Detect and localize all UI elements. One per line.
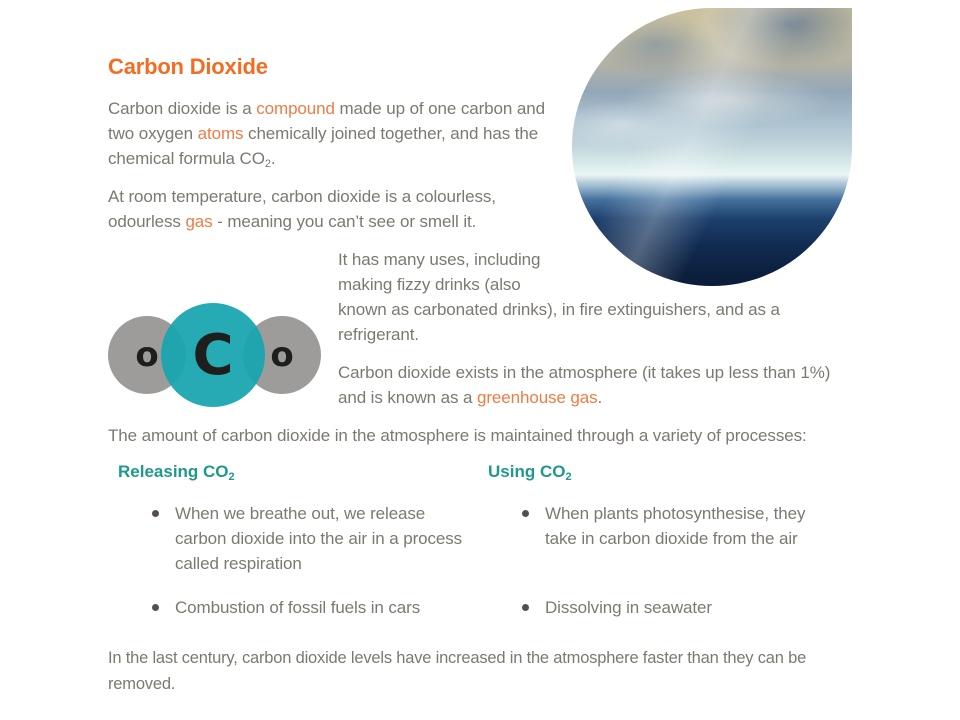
heading-text: Releasing CO bbox=[118, 462, 229, 481]
keyword-highlight: compound bbox=[256, 99, 335, 118]
bullet-text: When we breathe out, we release carbon dioxide into the air in a process called respiration bbox=[175, 504, 463, 573]
keyword-highlight: atoms bbox=[197, 124, 244, 143]
bullet-item-photosynthesis bbox=[520, 501, 837, 576]
bullet-dot-icon bbox=[522, 604, 529, 611]
bullet-item-dissolving bbox=[520, 595, 837, 620]
earth-photo bbox=[572, 8, 852, 286]
text-segment: . bbox=[270, 149, 276, 168]
closing-paragraph: In the last century, carbon dioxide levels have increased in the atmosphere faster than they can be removed. bbox=[108, 649, 807, 693]
text-segment: At room temperature, carbon dioxide is a colourless, odourless bbox=[108, 187, 496, 231]
keyword-highlight: greenhouse gas bbox=[477, 388, 598, 407]
bullet-text: Combustion of fossil fuels in cars bbox=[175, 598, 421, 617]
co2-molecule-diagram bbox=[108, 271, 330, 417]
text-segment: chemically joined together, and has the chemical formula CO bbox=[108, 124, 539, 168]
bullet-text: When plants photosynthesise, they take in carbon dioxide from the air bbox=[545, 504, 806, 548]
page-content bbox=[108, 8, 852, 697]
oxygen-atom-label: o bbox=[270, 334, 294, 375]
bullet-item-combustion bbox=[150, 595, 467, 620]
using-co2-heading bbox=[488, 461, 852, 483]
text-segment: - meaning you can’t see or smell it. bbox=[212, 212, 477, 231]
bullet-dot-icon bbox=[522, 510, 529, 517]
text-segment: . bbox=[597, 388, 603, 407]
co2-processes-section bbox=[108, 461, 852, 639]
heading-subscript: 2 bbox=[228, 471, 235, 483]
carbon-atom-label: C bbox=[192, 322, 234, 388]
heading-text: Using CO bbox=[488, 462, 566, 481]
bullet-item-respiration bbox=[150, 501, 467, 576]
bullet-dot-icon bbox=[152, 604, 159, 611]
carbon-atom bbox=[161, 303, 265, 407]
text-segment: Carbon dioxide is a bbox=[108, 99, 257, 118]
processes-paragraph bbox=[108, 423, 852, 448]
text-segment: Carbon dioxide exists in the atmosphere (it takes up less than 1%) and is known as a bbox=[338, 363, 831, 407]
text-segment: It has many uses, including making fizzy drinks (also known as carbonated drinks), in fire extinguishers, and as a refrigerant. bbox=[338, 250, 780, 344]
text-segment: made up of one carbon and two oxygen bbox=[108, 99, 545, 143]
bullet-text: Dissolving in seawater bbox=[545, 598, 712, 617]
keyword-highlight: gas bbox=[185, 212, 213, 231]
bullet-dot-icon bbox=[152, 510, 159, 517]
subscript-text: 2 bbox=[264, 158, 271, 170]
page-title: Carbon Dioxide bbox=[108, 54, 268, 79]
text-segment: The amount of carbon dioxide in the atmosphere is maintained through a variety of processes: bbox=[108, 426, 807, 445]
heading-subscript: 2 bbox=[565, 471, 572, 483]
oxygen-atom-label: o bbox=[135, 334, 159, 375]
releasing-co2-heading bbox=[108, 461, 488, 483]
